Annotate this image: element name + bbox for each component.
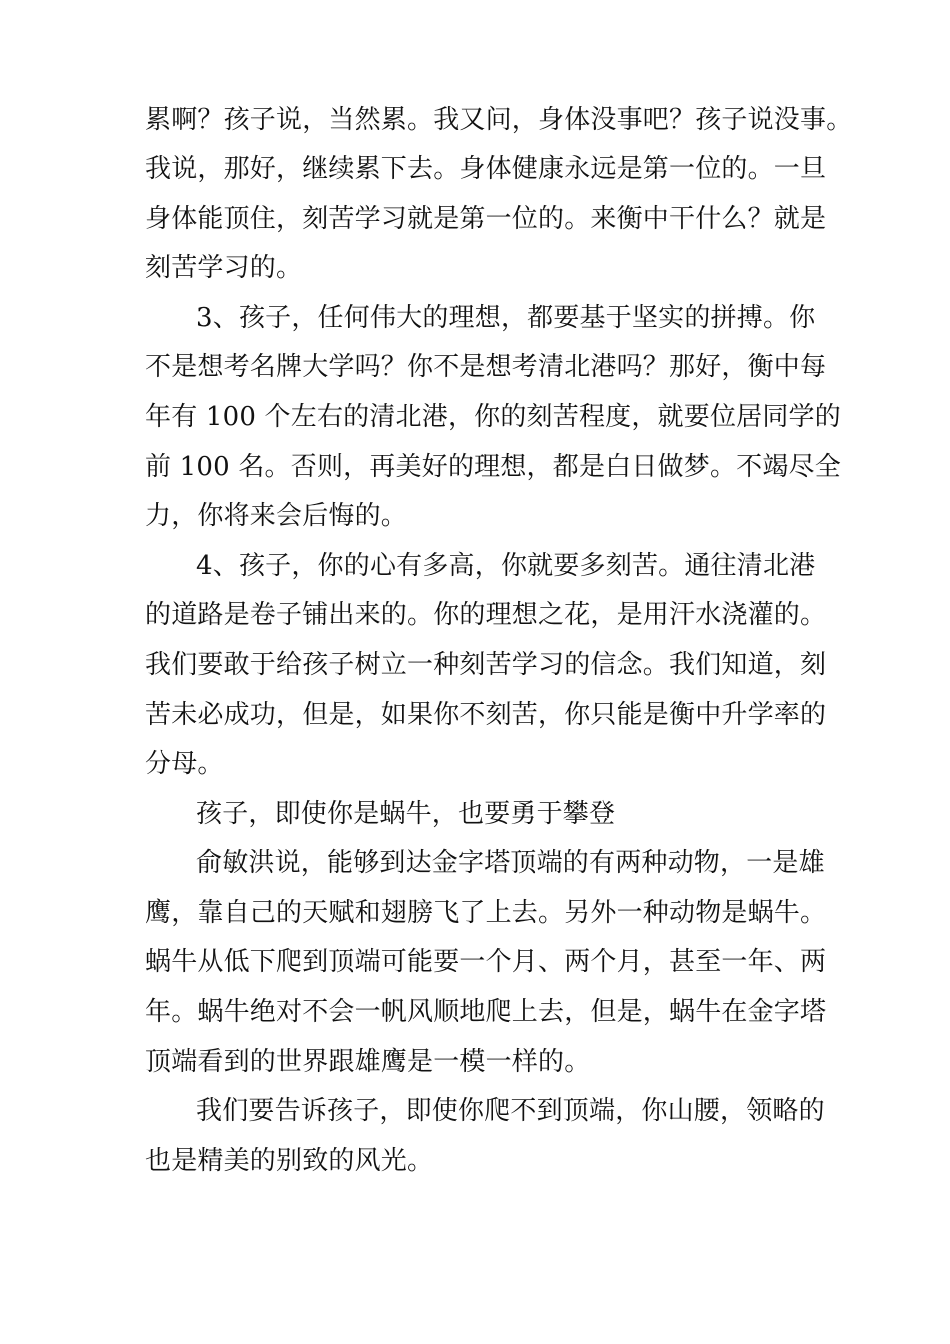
text-line: 苦未必成功，但是，如果你不刻苦，你只能是衡中升学率的 (145, 700, 827, 730)
text-line: 鹰，靠自己的天赋和翅膀飞了上去。另外一种动物是蜗牛。 (145, 898, 827, 928)
text-line: 前 100 名。否则，再美好的理想，都是白日做梦。不竭尽全 (145, 452, 841, 482)
text-line: 的道路是卷子铺出来的。你的理想之花，是用汗水浇灌的。 (145, 600, 827, 630)
text-line: 累啊？孩子说，当然累。我又问，身体没事吧？孩子说没事。 (145, 105, 853, 135)
text-line: 身体能顶住，刻苦学习就是第一位的。来衡中干什么？就是 (145, 204, 827, 234)
text-line: 年有 100 个左右的清北港，你的刻苦程度，就要位居同学的 (145, 402, 841, 432)
paragraph-4-start: 4、孩子，你的心有多高，你就要多刻苦。通往清北港 (196, 551, 816, 581)
text-line: 年。蜗牛绝对不会一帆风顺地爬上去，但是，蜗牛在金字塔 (145, 997, 827, 1027)
text-line: 刻苦学习的。 (145, 253, 303, 283)
section-heading: 孩子，即使你是蜗牛，也要勇于攀登 (196, 799, 616, 829)
text-line: 顶端看到的世界跟雄鹰是一模一样的。 (145, 1047, 591, 1077)
paragraph-start: 我们要告诉孩子，即使你爬不到顶端，你山腰，领略的 (196, 1096, 825, 1126)
text-line: 我们要敢于给孩子树立一种刻苦学习的信念。我们知道，刻 (145, 650, 827, 680)
paragraph-start: 俞敏洪说，能够到达金字塔顶端的有两种动物，一是雄 (196, 848, 825, 878)
text-line: 力，你将来会后悔的。 (145, 501, 408, 531)
text-line: 我说，那好，继续累下去。身体健康永远是第一位的。一旦 (145, 154, 827, 184)
text-line: 分母。 (145, 749, 224, 779)
text-line: 也是精美的别致的风光。 (145, 1146, 434, 1176)
text-line: 蜗牛从低下爬到顶端可能要一个月、两个月，甚至一年、两 (145, 947, 827, 977)
text-line: 不是想考名牌大学吗？你不是想考清北港吗？那好，衡中每 (145, 352, 827, 382)
paragraph-3-start: 3、孩子，任何伟大的理想，都要基于坚实的拼搏。你 (196, 303, 816, 333)
